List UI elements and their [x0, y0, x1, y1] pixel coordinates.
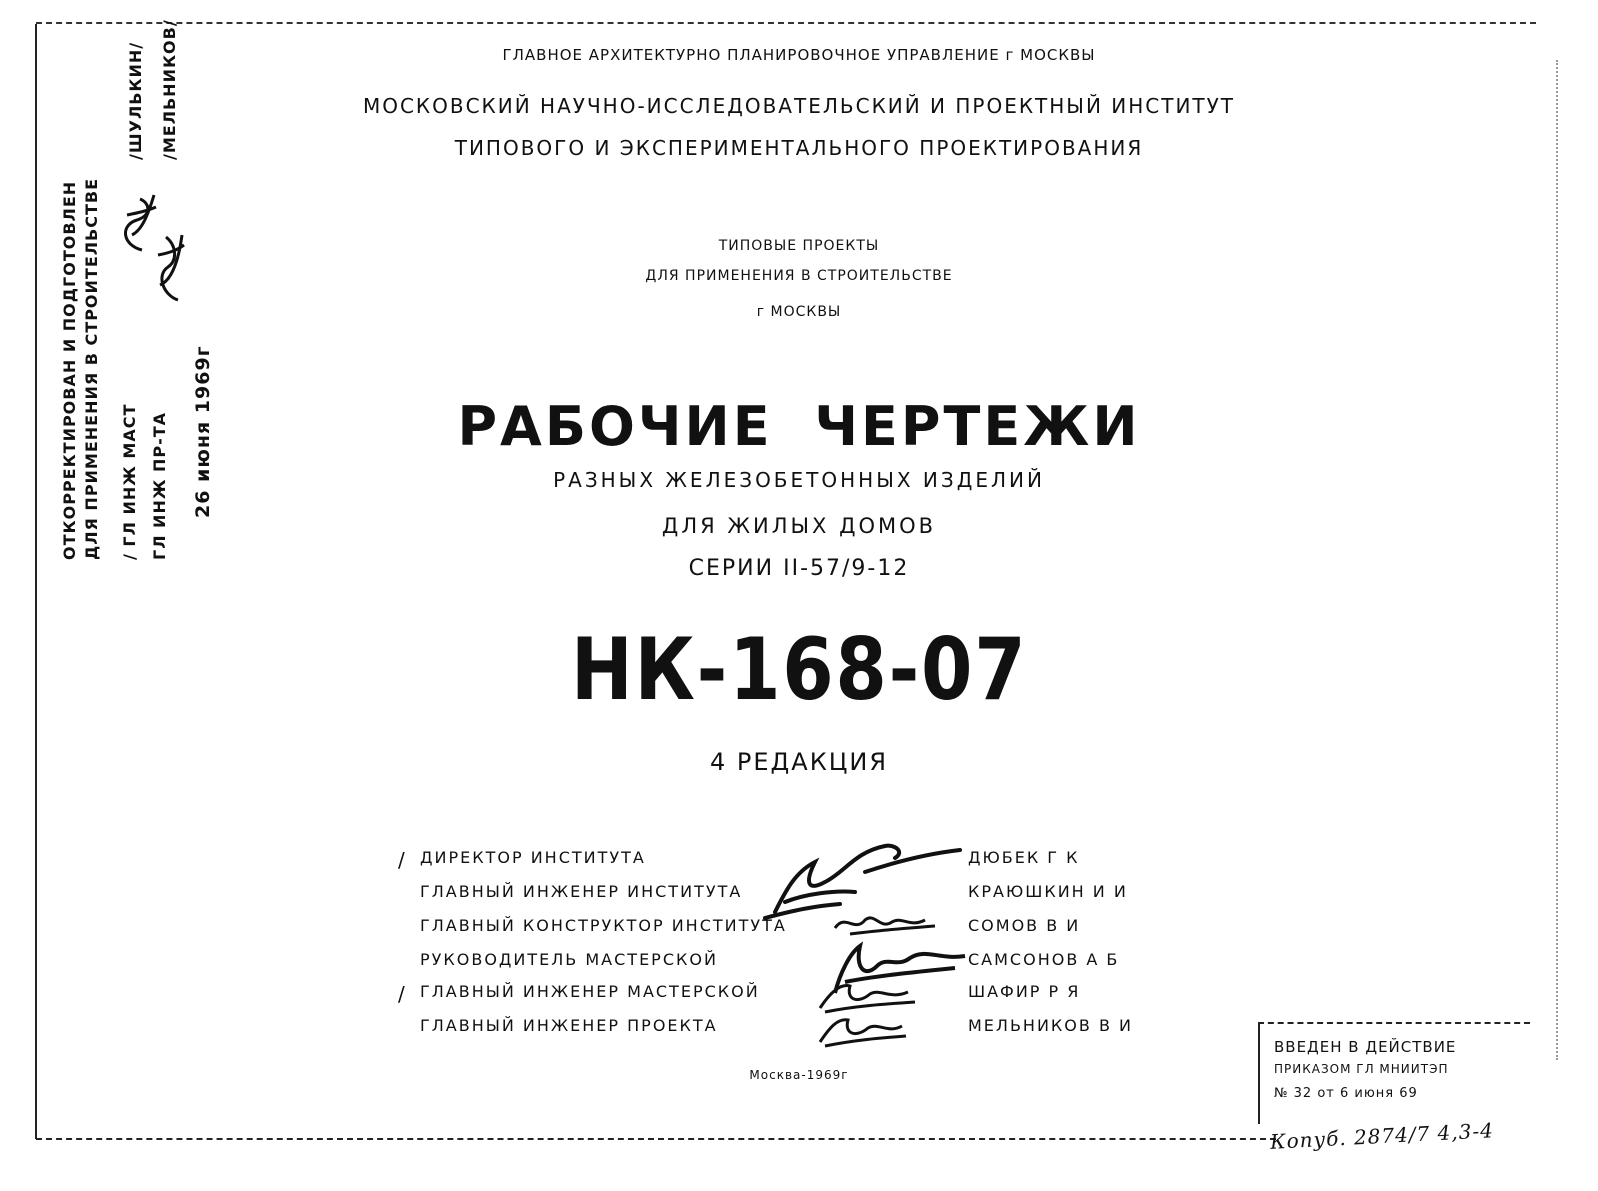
subtitle-line3: г МОСКВЫ [756, 304, 842, 320]
side-note-role2: ГЛ ИНЖ ПР-ТА [150, 411, 169, 560]
staff-role: ГЛАВНЫЙ ИНЖЕНЕР МАСТЕРСКОЙ [420, 982, 760, 1001]
stamp-line3: № 32 от 6 июня 69 [1274, 1086, 1418, 1101]
staff-name: СОМОВ В И [968, 916, 1081, 935]
handwritten-note: Копуб. 2874/7 4,3-4 [1269, 1118, 1495, 1154]
staff-mark: / [398, 848, 407, 872]
chief-designer-signature [830, 908, 940, 940]
document-code: НК-168-07 [570, 620, 1028, 720]
side-note-role1: / ГЛ ИНЖ МАСТ [120, 403, 139, 560]
stamp-line2: ПРИКАЗОМ ГЛ МНИИТЭП [1274, 1062, 1449, 1076]
staff-name: МЕЛЬНИКОВ В И [968, 1016, 1133, 1035]
frame-left-border [35, 24, 37, 1139]
frame-top-border [36, 22, 1536, 24]
staff-name: ДЮБЕК Г К [968, 848, 1080, 867]
staff-mark: / [398, 982, 407, 1006]
staff-name: САМСОНОВ А Б [968, 950, 1120, 969]
side-note-name2: /МЕЛЬНИКОВ/ [160, 19, 179, 160]
staff-role: РУКОВОДИТЕЛЬ МАСТЕРСКОЙ [420, 950, 718, 969]
institute-name-line1: МОСКОВСКИЙ НАУЧНО-ИССЛЕДОВАТЕЛЬСКИЙ И ПРОЕКТНЫЙ ИНСТИТУТ [362, 94, 1236, 118]
series-label: СЕРИИ II-57/9-12 [688, 556, 910, 581]
side-signature-2 [148, 215, 188, 305]
stamp-line1: ВВЕДЕН В ДЕЙСТВИЕ [1274, 1038, 1457, 1056]
subtitle-line2: ДЛЯ ПРИМЕНЕНИЯ В СТРОИТЕЛЬСТВЕ [645, 268, 953, 284]
description-line2: ДЛЯ ЖИЛЫХ ДОМОВ [661, 514, 937, 538]
subtitle-line1: ТИПОВЫЕ ПРОЕКТЫ [718, 238, 880, 254]
staff-row [398, 1016, 1198, 1046]
staff-row [398, 982, 1198, 1012]
administration-header: ГЛАВНОЕ АРХИТЕКТУРНО ПЛАНИРОВОЧНОЕ УПРАВЛЕНИЕ г МОСКВЫ [502, 46, 1096, 64]
side-note-line2: ДЛЯ ПРИМЕНЕНИЯ В СТРОИТЕЛЬСТВЕ [82, 177, 101, 560]
side-note-name1: /ШУЛЬКИН/ [126, 41, 145, 160]
staff-role: ГЛАВНЫЙ ИНЖЕНЕР ПРОЕКТА [420, 1016, 718, 1035]
staff-role: ГЛАВНЫЙ ИНЖЕНЕР ИНСТИТУТА [420, 882, 743, 901]
edition-label: 4 РЕДАКЦИЯ [709, 748, 888, 776]
city-year: Москва-1969г [749, 1068, 849, 1082]
side-note-date: 26 июня 1969г [192, 345, 214, 518]
description-line1: РАЗНЫХ ЖЕЛЕЗОБЕТОННЫХ ИЗДЕЛИЙ [553, 468, 1045, 492]
approval-stamp [1258, 1022, 1530, 1124]
staff-role: ДИРЕКТОР ИНСТИТУТА [420, 848, 646, 867]
side-note-line1: ОТКОРРЕКТИРОВАН И ПОДГОТОВЛЕН [60, 180, 79, 560]
workshop-engineer-signature [810, 978, 920, 1014]
staff-role: ГЛАВНЫЙ КОНСТРУКТОР ИНСТИТУТА [420, 916, 787, 935]
frame-bottom-border [36, 1138, 1276, 1140]
institute-name-line2: ТИПОВОГО И ЭКСПЕРИМЕНТАЛЬНОГО ПРОЕКТИРОВАНИЯ [454, 136, 1144, 160]
staff-name: ШАФИР Р Я [968, 982, 1081, 1001]
document-title: РАБОЧИЕ ЧЕРТЕЖИ [457, 395, 1141, 458]
project-engineer-signature [810, 1012, 910, 1048]
staff-name: КРАЮШКИН И И [968, 882, 1128, 901]
staff-row [398, 950, 1198, 980]
